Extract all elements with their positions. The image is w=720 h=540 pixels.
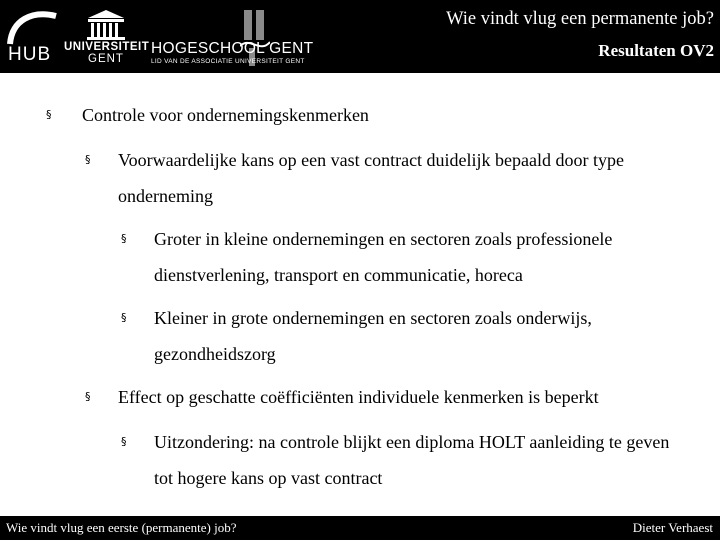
bullet-icon: § [121,435,127,448]
footer-bar [0,516,720,540]
slide-title: Wie vindt vlug een permanente job? [446,9,714,29]
ugent-logo-line1: UNIVERSITEIT [64,41,150,53]
footer-author: Dieter Verhaest [632,520,713,535]
bullet-icon: § [85,153,91,166]
hogeschool-logo-name: HOGESCHOOL GENT [151,40,314,57]
bullet-item-level3: Uitzondering: na controle blijkt een diploma HOLT aanleiding te geven tot hogere kans op vast contract [154,432,670,488]
bullet-item-level3: Groter in kleine ondernemingen en sectoren zoals professionele dienstverlening, transport en communicatie, horeca [154,229,613,285]
bullet-item-level3: Kleiner in grote ondernemingen en sectoren zoals onderwijs, gezondheidszorg [154,308,592,364]
bullet-icon: § [85,390,91,403]
bullet-icon: § [121,232,127,245]
footer-presentation-title: Wie vindt vlug een eerste (permanente) job? [6,520,237,535]
hogeschool-logo-tagline: LID VAN DE ASSOCIATIE UNIVERSITEIT GENT [151,58,305,65]
slide-subtitle: Resultaten OV2 [598,41,714,60]
bullet-icon: § [121,311,127,324]
ugent-logo-line2: GENT [88,53,124,65]
bullet-item-level2: Effect op geschatte coëfficiënten individuele kenmerken is beperkt [118,387,599,407]
bullet-item-level2: Voorwaardelijke kans op een vast contract duidelijk bepaald door type onderneming [118,150,625,206]
header-bar [0,0,720,73]
bullet-item-level1: Controle voor ondernemingskenmerken [82,105,369,125]
bullet-icon: § [46,108,52,121]
hub-logo-text: HUB [8,44,52,65]
